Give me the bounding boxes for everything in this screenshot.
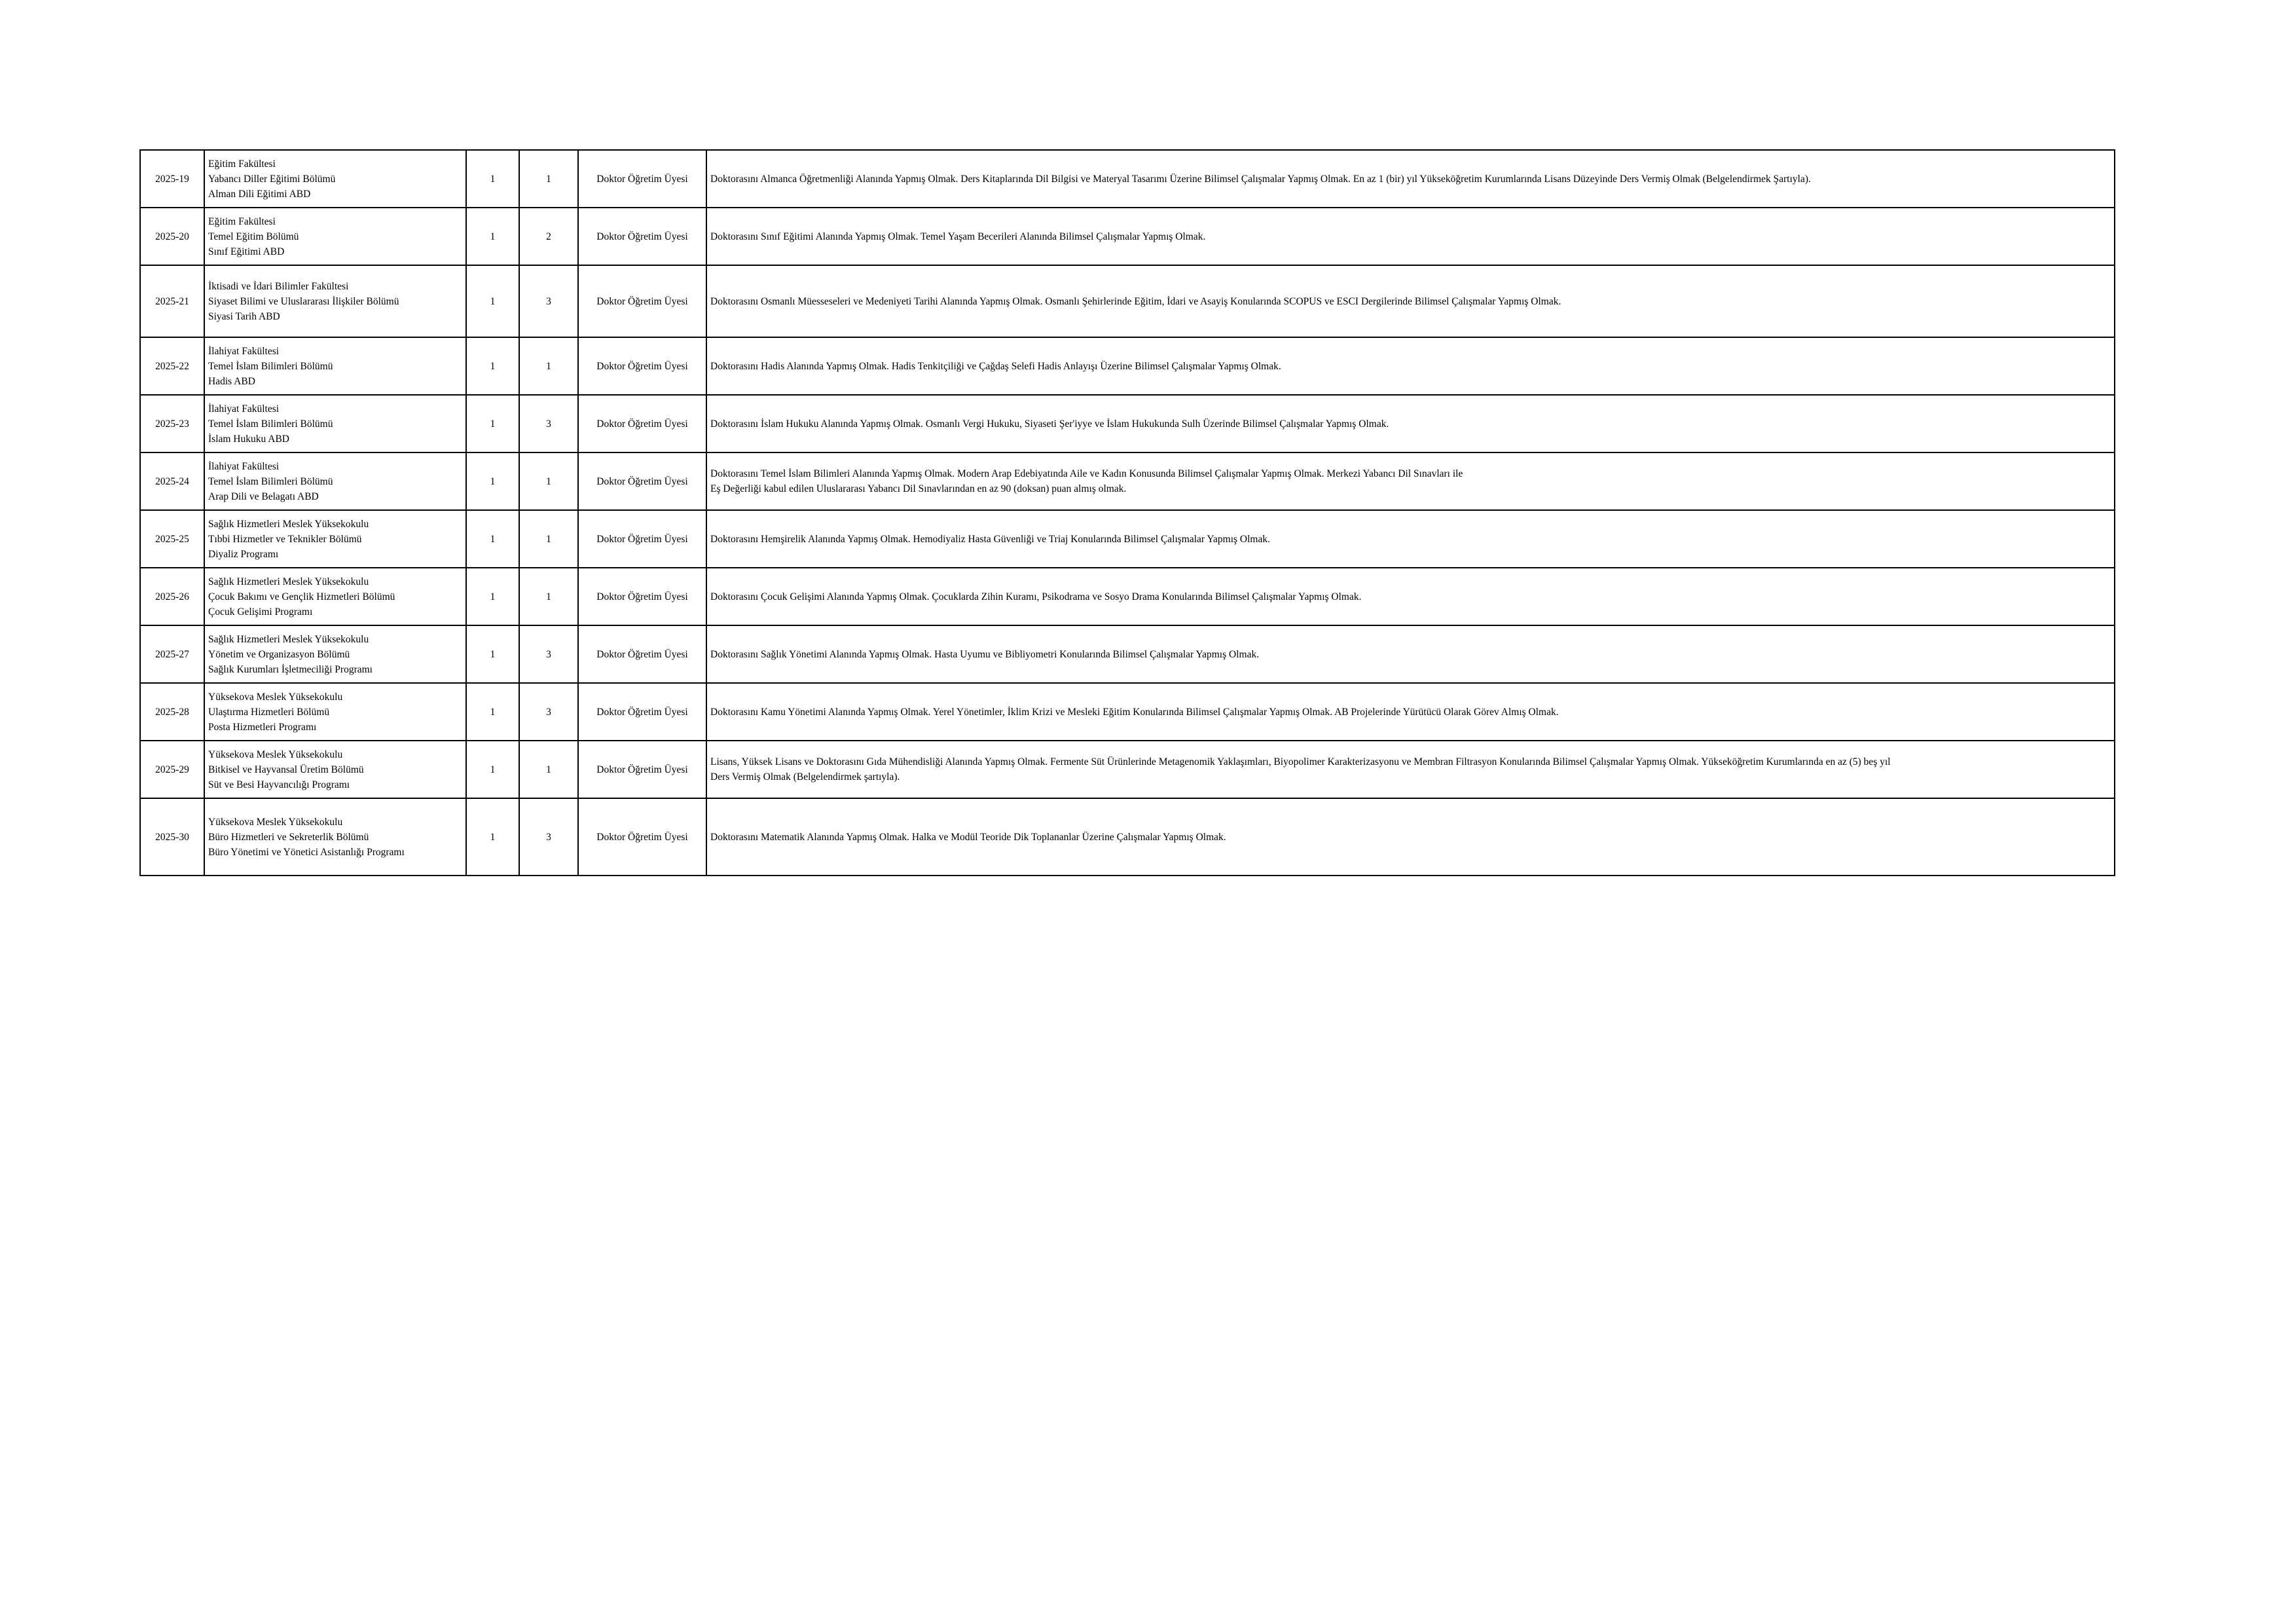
position-level-cell: 3 <box>519 395 578 452</box>
position-level-cell: 1 <box>519 568 578 625</box>
unit-line: Temel İslam Bilimleri Bölümü <box>208 475 333 487</box>
requirement-cell <box>706 337 2115 395</box>
unit-line: Yüksekova Meslek Yüksekokulu <box>208 748 343 760</box>
requirement-cell <box>706 452 2115 510</box>
unit-line: Bitkisel ve Hayvansal Üretim Bölümü <box>208 764 364 775</box>
requirement-line: Doktorasını Temel İslam Bilimleri Alanında Yapmış Olmak. Modern Arap Edebiyatında Aile ve Kadın Konusunda Bilimsel Çalışmalar Yapmış Olmak. Merkezi Yabancı Dil Sınavları ile <box>710 468 1463 479</box>
requirement-cell <box>706 395 2115 452</box>
position-level-cell: 2 <box>519 208 578 265</box>
unit-line: İktisadi ve İdari Bilimler Fakültesi <box>208 280 349 292</box>
unit-line: İlahiyat Fakültesi <box>208 460 280 472</box>
position-id-cell: 2025-24 <box>140 452 204 510</box>
position-level-cell: 1 <box>519 741 578 798</box>
unit-line: Sağlık Hizmetleri Meslek Yüksekokulu <box>208 518 369 530</box>
academic-title-cell: Doktor Öğretim Üyesi <box>578 625 706 683</box>
position-id-cell: 2025-29 <box>140 741 204 798</box>
unit-line: Çocuk Bakımı ve Gençlik Hizmetleri Bölümü <box>208 591 395 602</box>
academic-title-cell: Doktor Öğretim Üyesi <box>578 150 706 208</box>
unit-line: Sınıf Eğitimi ABD <box>208 246 285 257</box>
academic-title-cell: Doktor Öğretim Üyesi <box>578 741 706 798</box>
position-count-cell: 1 <box>466 568 519 625</box>
positions-table <box>139 149 2115 876</box>
position-id-cell: 2025-22 <box>140 337 204 395</box>
position-count-cell: 1 <box>466 265 519 337</box>
unit-cell <box>204 265 466 337</box>
requirement-line: Eş Değerliği kabul edilen Uluslararası Yabancı Dil Sınavlarından en az 90 (doksan) puan almış olmak. <box>710 483 1127 494</box>
academic-title-cell: Doktor Öğretim Üyesi <box>578 395 706 452</box>
position-count-cell: 1 <box>466 510 519 568</box>
position-count-cell: 1 <box>466 741 519 798</box>
table-row <box>140 452 2115 510</box>
position-count-cell: 1 <box>466 208 519 265</box>
position-id-cell: 2025-26 <box>140 568 204 625</box>
position-level-cell: 1 <box>519 337 578 395</box>
table-row <box>140 395 2115 452</box>
unit-line: Hadis ABD <box>208 375 255 387</box>
requirement-line: Lisans, Yüksek Lisans ve Doktorasını Gıda Mühendisliği Alanında Yapmış Olmak. Fermente Süt Ürünlerinde Metagenomik Yaklaşımları, Biyopolimer Karakterizasyonu ve Membran Filtrasyon Konularında Bilimsel Çalışmalar Yapmış Olmak. Yükseköğretim Kurumlarında en az (5) beş yıl <box>710 756 1891 767</box>
table-row <box>140 798 2115 876</box>
unit-line: Yüksekova Meslek Yüksekokulu <box>208 816 343 828</box>
requirement-line: Doktorasını Osmanlı Müesseseleri ve Medeniyeti Tarihi Alanında Yapmış Olmak. Osmanlı Şehirlerinde Eğitim, İdari ve Asayiş Konularında SCOPUS ve ESCI Dergilerinde Bilimsel Çalışmalar Yapmış Olmak. <box>710 295 1561 307</box>
table-row <box>140 150 2115 208</box>
position-id-cell: 2025-27 <box>140 625 204 683</box>
requirement-line: Doktorasını İslam Hukuku Alanında Yapmış Olmak. Osmanlı Vergi Hukuku, Siyaseti Şer'iyye ve İslam Hukukunda Sulh Üzerinde Bilimsel Çalışmalar Yapmış Olmak. <box>710 418 1389 430</box>
unit-line: Eğitim Fakültesi <box>208 215 276 227</box>
academic-title-cell: Doktor Öğretim Üyesi <box>578 510 706 568</box>
table-row <box>140 683 2115 741</box>
unit-line: Süt ve Besi Hayvancılığı Programı <box>208 779 350 790</box>
position-level-cell: 1 <box>519 452 578 510</box>
unit-cell <box>204 741 466 798</box>
unit-line: Siyasi Tarih ABD <box>208 310 280 322</box>
unit-line: Yüksekova Meslek Yüksekokulu <box>208 691 343 703</box>
academic-title-cell: Doktor Öğretim Üyesi <box>578 568 706 625</box>
requirement-cell <box>706 683 2115 741</box>
requirement-cell <box>706 150 2115 208</box>
requirement-cell <box>706 798 2115 876</box>
requirement-cell <box>706 208 2115 265</box>
position-id-cell: 2025-20 <box>140 208 204 265</box>
position-level-cell: 3 <box>519 683 578 741</box>
requirement-cell <box>706 568 2115 625</box>
position-id-cell: 2025-19 <box>140 150 204 208</box>
unit-line: Büro Yönetimi ve Yönetici Asistanlığı Programı <box>208 846 405 858</box>
academic-title-cell: Doktor Öğretim Üyesi <box>578 683 706 741</box>
position-count-cell: 1 <box>466 150 519 208</box>
unit-cell <box>204 683 466 741</box>
unit-cell <box>204 208 466 265</box>
requirement-line: Ders Vermiş Olmak (Belgelendirmek şartıyla). <box>710 771 900 783</box>
unit-line: Temel İslam Bilimleri Bölümü <box>208 360 333 372</box>
academic-title-cell: Doktor Öğretim Üyesi <box>578 265 706 337</box>
position-count-cell: 1 <box>466 395 519 452</box>
unit-line: Alman Dili Eğitimi ABD <box>208 188 311 200</box>
unit-cell <box>204 150 466 208</box>
unit-line: Tıbbi Hizmetler ve Teknikler Bölümü <box>208 533 362 545</box>
requirement-line: Doktorasını Matematik Alanında Yapmış Olmak. Halka ve Modül Teoride Dik Toplananlar Üzerine Çalışmalar Yapmış Olmak. <box>710 831 1226 843</box>
requirement-line: Doktorasını Sınıf Eğitimi Alanında Yapmış Olmak. Temel Yaşam Becerileri Alanında Bilimsel Çalışmalar Yapmış Olmak. <box>710 231 1206 242</box>
unit-line: Arap Dili ve Belagatı ABD <box>208 490 319 502</box>
requirement-cell <box>706 510 2115 568</box>
unit-cell <box>204 568 466 625</box>
unit-line: Yabancı Diller Eğitimi Bölümü <box>208 173 336 185</box>
unit-line: Diyaliz Programı <box>208 548 279 560</box>
position-count-cell: 1 <box>466 798 519 876</box>
academic-title-cell: Doktor Öğretim Üyesi <box>578 452 706 510</box>
table-row <box>140 265 2115 337</box>
position-level-cell: 1 <box>519 510 578 568</box>
unit-line: Ulaştırma Hizmetleri Bölümü <box>208 706 330 718</box>
table-row <box>140 741 2115 798</box>
table-row <box>140 337 2115 395</box>
position-count-cell: 1 <box>466 625 519 683</box>
academic-title-cell: Doktor Öğretim Üyesi <box>578 337 706 395</box>
unit-cell <box>204 337 466 395</box>
unit-line: Temel İslam Bilimleri Bölümü <box>208 418 333 430</box>
position-count-cell: 1 <box>466 452 519 510</box>
unit-line: Temel Eğitim Bölümü <box>208 231 299 242</box>
unit-line: İlahiyat Fakültesi <box>208 403 280 415</box>
position-id-cell: 2025-25 <box>140 510 204 568</box>
unit-line: Sağlık Hizmetleri Meslek Yüksekokulu <box>208 633 369 645</box>
requirement-cell <box>706 265 2115 337</box>
unit-cell <box>204 452 466 510</box>
unit-line: Sağlık Hizmetleri Meslek Yüksekokulu <box>208 576 369 587</box>
academic-title-cell: Doktor Öğretim Üyesi <box>578 208 706 265</box>
table-row <box>140 208 2115 265</box>
unit-cell <box>204 798 466 876</box>
unit-line: İlahiyat Fakültesi <box>208 345 280 357</box>
position-id-cell: 2025-21 <box>140 265 204 337</box>
position-level-cell: 3 <box>519 265 578 337</box>
unit-cell <box>204 510 466 568</box>
requirement-line: Doktorasını Almanca Öğretmenliği Alanında Yapmış Olmak. Ders Kitaplarında Dil Bilgisi ve Materyal Tasarımı Üzerine Bilimsel Çalışmalar Yapmış Olmak. En az 1 (bir) yıl Yükseköğretim Kurumlarında Lisans Düzeyinde Ders Vermiş Olmak (Belgelendirmek Şartıyla). <box>710 173 1811 185</box>
positions-table-body <box>140 150 2115 876</box>
unit-line: Posta Hizmetleri Programı <box>208 721 317 733</box>
unit-line: Büro Hizmetleri ve Sekreterlik Bölümü <box>208 831 369 843</box>
requirement-cell <box>706 741 2115 798</box>
requirement-line: Doktorasını Hemşirelik Alanında Yapmış Olmak. Hemodiyaliz Hasta Güvenliği ve Triaj Konularında Bilimsel Çalışmalar Yapmış Olmak. <box>710 533 1270 545</box>
table-row <box>140 568 2115 625</box>
table-row <box>140 510 2115 568</box>
academic-title-cell: Doktor Öğretim Üyesi <box>578 798 706 876</box>
position-count-cell: 1 <box>466 683 519 741</box>
position-id-cell: 2025-28 <box>140 683 204 741</box>
table-row <box>140 625 2115 683</box>
position-count-cell: 1 <box>466 337 519 395</box>
requirement-line: Doktorasını Hadis Alanında Yapmış Olmak. Hadis Tenkitçiliği ve Çağdaş Selefi Hadis Anlayışı Üzerine Bilimsel Çalışmalar Yapmış Olmak. <box>710 360 1281 372</box>
unit-cell <box>204 625 466 683</box>
unit-line: Sağlık Kurumları İşletmeciliği Programı <box>208 663 373 675</box>
requirement-line: Doktorasını Sağlık Yönetimi Alanında Yapmış Olmak. Hasta Uyumu ve Bibliyometri Konularında Bilimsel Çalışmalar Yapmış Olmak. <box>710 648 1260 660</box>
position-level-cell: 1 <box>519 150 578 208</box>
unit-line: Siyaset Bilimi ve Uluslararası İlişkiler Bölümü <box>208 295 399 307</box>
position-id-cell: 2025-23 <box>140 395 204 452</box>
position-id-cell: 2025-30 <box>140 798 204 876</box>
unit-line: İslam Hukuku ABD <box>208 433 289 445</box>
unit-line: Yönetim ve Organizasyon Bölümü <box>208 648 350 660</box>
requirement-cell <box>706 625 2115 683</box>
unit-line: Çocuk Gelişimi Programı <box>208 606 313 618</box>
position-level-cell: 3 <box>519 798 578 876</box>
requirement-line: Doktorasını Kamu Yönetimi Alanında Yapmış Olmak. Yerel Yönetimler, İklim Krizi ve Mesleki Eğitim Konularında Bilimsel Çalışmalar Yapmış Olmak. AB Projelerinde Yürütücü Olarak Görev Almış Olmak. <box>710 706 1559 718</box>
unit-line: Eğitim Fakültesi <box>208 158 276 170</box>
requirement-line: Doktorasını Çocuk Gelişimi Alanında Yapmış Olmak. Çocuklarda Zihin Kuramı, Psikodrama ve Sosyo Drama Konularında Bilimsel Çalışmalar Yapmış Olmak. <box>710 591 1362 602</box>
unit-cell <box>204 395 466 452</box>
position-level-cell: 3 <box>519 625 578 683</box>
